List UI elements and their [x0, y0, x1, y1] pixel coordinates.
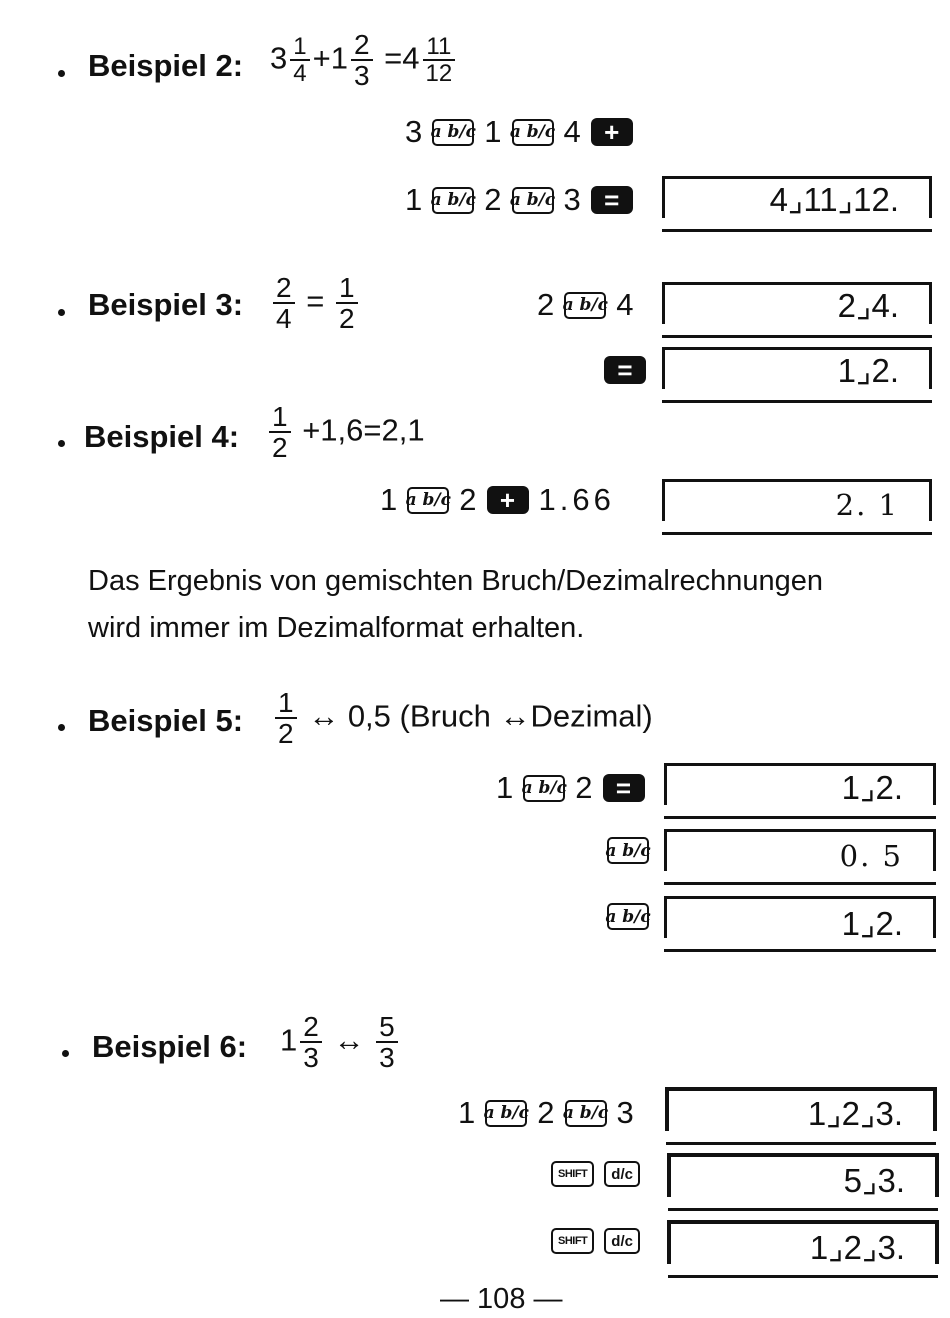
fraction-key[interactable]: a b/c: [565, 1100, 607, 1127]
dc-key[interactable]: d/c: [604, 1228, 640, 1254]
example-5-keys-line-3: [607, 903, 649, 930]
example-4-label: Beispiel 4:: [84, 419, 240, 454]
example-5-keys-line-2: [607, 837, 649, 864]
example-5-keys-line-1: 1 a b/c 2 =: [496, 770, 645, 806]
fraction-key[interactable]: a b/c: [512, 187, 554, 214]
calculator-display: 1⌟2.: [662, 347, 932, 389]
example-4-keys-line-1: 1 a b/c 2 + 1.66: [380, 482, 615, 517]
calculator-display: 1⌟2.: [664, 896, 936, 938]
bullet: [62, 1050, 69, 1057]
bullet: [58, 70, 65, 77]
equals-key[interactable]: =: [603, 774, 645, 802]
calculator-display: 4⌟11⌟12.: [662, 176, 932, 218]
calculator-display: 1⌟2⌟3.: [667, 1220, 939, 1264]
calculator-display: 0. 5: [664, 829, 936, 871]
fraction-key[interactable]: a b/c: [607, 837, 649, 864]
fraction-key[interactable]: a b/c: [432, 187, 474, 214]
example-3-formula: $\frac{2}{4}$ = $\frac{1}{2}$: [270, 273, 361, 334]
example-6-label: Beispiel 6:: [92, 1029, 248, 1064]
fraction-key[interactable]: a b/c: [432, 119, 474, 146]
example-3-keys-line-2: [604, 356, 646, 384]
fraction-key[interactable]: a b/c: [607, 903, 649, 930]
example-3-label: Beispiel 3:: [88, 287, 244, 322]
dc-key[interactable]: d/c: [604, 1161, 640, 1187]
example-4-formula: $\frac{1}{2}$ +1,6=2,1: [266, 402, 425, 463]
calculator-display: 2⌟4.: [662, 282, 932, 324]
example-6-formula: 1 $\frac{2}{3}$ ↔ $\frac{5}{3}$: [280, 1012, 401, 1073]
calculator-display: 1⌟2.: [664, 763, 936, 805]
fraction-key[interactable]: a b/c: [523, 775, 565, 802]
calculator-display: 1⌟2⌟3.: [665, 1087, 937, 1131]
example-2-keys-line-1: 3 a b/c 1 a b/c 4 +: [405, 114, 633, 150]
equals-key[interactable]: =: [604, 356, 646, 384]
note-line-2: wird immer im Dezimalformat erhalten.: [88, 612, 585, 644]
example-5-formula: $\frac{1}{2}$ ↔ 0,5 (Bruch ↔Dezimal): [272, 688, 653, 749]
equals-key[interactable]: =: [591, 186, 633, 214]
example-2-keys-line-2: 1 a b/c 2 a b/c 3 =: [405, 182, 633, 218]
fraction-key[interactable]: a b/c: [485, 1100, 527, 1127]
calculator-display: 5⌟3.: [667, 1153, 939, 1197]
page-number: — 108 —: [440, 1283, 563, 1315]
calculator-display: 2. 1: [662, 479, 932, 521]
example-5-label: Beispiel 5:: [88, 703, 244, 738]
bullet: [58, 440, 65, 447]
example-3-keys-line-1: 2 a b/c 4: [537, 287, 634, 322]
shift-key[interactable]: SHIFT: [551, 1161, 594, 1187]
example-6-keys-line-1: 1 a b/c 2 a b/c 3: [458, 1095, 634, 1130]
fraction-key[interactable]: a b/c: [564, 292, 606, 319]
fraction-key[interactable]: a b/c: [512, 119, 554, 146]
example-6-keys-line-3: [551, 1228, 640, 1254]
plus-key[interactable]: +: [487, 486, 529, 514]
example-2-formula: 3 $\frac{1}{4}$ +1 $\frac{2}{3}$ =4 $\frac{11}{12}$: [270, 30, 458, 91]
note-line-1: Das Ergebnis von gemischten Bruch/Dezimalrechnungen: [88, 565, 824, 597]
fraction-key[interactable]: a b/c: [407, 487, 449, 514]
shift-key[interactable]: SHIFT: [551, 1228, 594, 1254]
example-2-label: Beispiel 2:: [88, 48, 244, 83]
bullet: [58, 309, 65, 316]
plus-key[interactable]: +: [591, 118, 633, 146]
example-6-keys-line-2: [551, 1161, 640, 1187]
bullet: [58, 724, 65, 731]
